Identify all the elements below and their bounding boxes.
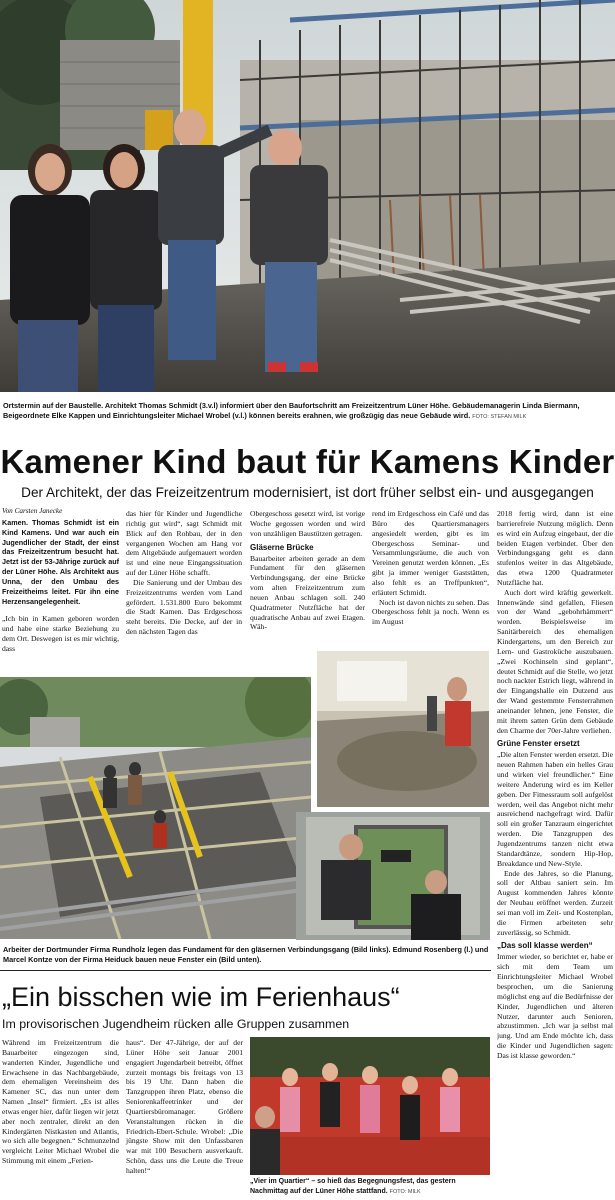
article2-headline: „Ein bisschen wie im Ferienhaus“: [2, 982, 400, 1012]
article1-col4-paragraph-1: rend im Erdgeschoss ein Café und das Büro des Quartiersmanagers angesiedelt werden, gibt es im Obergeschoss Seminar- und Versammlungsräume, die auch von Vereinen genutzt werden können. „Es gibt ja immer weniger Gaststätten, also fehlt es an Treffpunkten“, erläutert Schmidt.: [372, 509, 489, 597]
article1-subheadline: Der Architekt, der das Freizeitzentrum modernisiert, ist dort früher selbst ein- und ausgegangen: [21, 485, 594, 500]
article1-col5-paragraph-5: Immer wieder, so berichtet er, habe er sich mit dem Team um Einrichtungsleiter Michael Wrobel besprochen, um die Sanierung möglichst eng auf die Bedürfnisse der Kinder, Jugendlichen und älteren Nutzer, darunter auch Senioren, abzustimmen. „Ich war ja selbst mal jung. Und am Ende möchte ich, dass die Kinder und Jugendlichen sagen: Das ist klasse geworden.“: [497, 952, 613, 1060]
article1-column-3: [250, 509, 365, 632]
top-photo-caption-text: Ortstermin auf der Baustelle. Architekt Thomas Schmidt (3.v.l) informiert über den Baufortschritt am Freizeitzentrum Lüner Höhe. Gebäudemanagerin Linda Biermann, Beigeordnete Elke Kappen und Einrichtungsleiter Michael Wrobel (v.l.) können bereits erahnen, wie großzügig das neue Gebäude wird.: [3, 401, 580, 420]
article1-col4-paragraph-2: Noch ist davon nichts zu sehen. Das Obergeschoss fehlt ja noch. Wenn es im August: [372, 597, 489, 627]
article1-col3-paragraph-1: Obergeschoss gesetzt wird, ist vorige Woche gegossen worden und wird von unzähligen Baustützen getragen.: [250, 509, 365, 538]
article2-col1-paragraph: Während im Freizeitzentrum die Bauarbeiter eingezogen sind, wanderten Kinder, Jugendliche und Erwachsene in das Nachbargebäude, dem ehemaligen Vereinsheim des Kamener SC, das nun unter dem Namen „Insel“ firmiert. „Es ist alles etwas enger hier, dafür liegen wir jetzt aber noch zentraler, direkt an den Kindergärten Nistkasten und Atlantis, wo sich alle begegnen.“ Schmunzelnd vergleicht Leiter Michael Wrobel die Stimmung mit einem „Ferien-: [2, 1038, 119, 1166]
photo-interior-worker: [317, 651, 489, 807]
article1-column-4: [372, 509, 489, 627]
article1-col2-paragraph-2: Die Sanierung und der Umbau des Freizeitzentrums werden vom Land gefördert. 1.531.800 Euro bekommt die Stadt Kamen. Das Erdgeschoss steht bereits. Die Decke, auf der in den nächsten Tagen das: [126, 577, 242, 637]
article1-col5-paragraph-4: Ende des Jahres, so die Planung, soll der Altbau saniert sein. Im August kommenden Jahres könnte der Neubau eröffnet werden. Zurzeit sei man voll im Zeit- und Kostenplan, die Firmen arbeiteten sehr zuverlässig, so Schmidt.: [497, 868, 613, 937]
article1-subhead-klasse: „Das soll klasse werden“: [497, 941, 593, 951]
article1-column-2: [126, 509, 242, 637]
article1-col2-paragraph-1: das hier für Kinder und Jugendliche richtig gut wird“, sagt Schmidt mit Blick auf den Rohbau, der in den vergangenen Wochen am Hang vor dem Altgebäude aufgemauert worden ist und eine neue Eingangssituation auf der Lüner Höhe schafft.: [126, 509, 242, 578]
article1-col5-paragraph-1: 2018 fertig wird, dann ist eine barrierefreie Nutzung möglich. Denn es wird ein Aufzug eingebaut, der die beiden Etagen verbindet. Über den Verbindungsgang geht es dann stufenlos weiter in das Altgebäude, das etwa 1200 Quadratmeter Nutzfläche hat.: [497, 509, 613, 587]
article1-lead: Kamen. Thomas Schmidt ist ein Kind Kamens. Und war auch ein Jugendlicher der Stadt, der einst das Freizeitzentrum besucht hat. Jetzt ist der 53-Jährige zurück auf der Lüner Höhe. Als Architekt aus Unna, der den Umbau des Freizeitheims leitet. Für ihn eine Herzensangelegenheit.: [2, 517, 119, 606]
article2-subheadline: Im provisorischen Jugendheim rücken alle Gruppen zusammen: [2, 1017, 350, 1031]
article2-col2-paragraph: haus“. Der 47-Jährige, der auf der Lüner Höhe seit Januar 2001 engagiert Jugendarbeit betreibt, öffnet zurzeit montags bis freitags von 13 bis 19 Uhr. Dann haben die Tanzgruppen ihren Platz, ebenso die Seniorenkaffeetrinker und der Quartiersbüromanager. Größere Veranstaltungen rücken in die Friedrich-Ebert-Schule. Wrobel: „Die jüngste Show mit den Unfassbaren war mit 100 Besuchern ausverkauft. Schön, dass uns die Leute die Treue halten!“: [126, 1038, 243, 1175]
mid-photos-caption: Arbeiter der Dortmunder Firma Rundholz legen das Fundament für den gläsernen Verbindungsgang (Bild links). Edmund Rosenberg (l.) und Marcel Kontze von der Firma Heiduck bauen neue Fenster ein (Bild unten).: [3, 945, 489, 964]
article1-byline: Von Carsten Janecke: [2, 507, 63, 515]
article1-headline: Kamener Kind baut für Kamens Kinder: [0, 443, 615, 480]
article1-column-1: [2, 507, 119, 654]
top-photo-caption: [3, 401, 613, 422]
article2-photo-caption: [250, 1177, 490, 1197]
top-photo-credit: FOTO: STEFAN MILK: [472, 414, 527, 420]
article2-column-2: [126, 1038, 243, 1176]
article1-subhead-gruene-fenster: Grüne Fenster ersetzt: [497, 739, 580, 749]
section-divider: [0, 970, 491, 971]
article1-col5-paragraph-3: „Die alten Fenster werden ersetzt. Die neuen Rahmen haben ein helles Grau und wirken viel freundlicher.“ Eine weitere Änderung wird es im Keller geben. Der Fitnessraum soll aufgelöst werden, weil das Angebot nicht mehr ausreichend nachgefragt wird. Dafür soll ein großer Tanzraum eingerichtet werden. Die Tanzgruppen des Jugendzentrums tanzen nicht etwa Standardtänze, sondern Hip-Hop, Breakdance und New-Style.: [497, 750, 613, 868]
article1-col1-paragraph: „Ich bin in Kamen geboren worden und habe eine starke Beziehung zu dem Ort. Deswegen ist es mir wichtig, dass: [2, 614, 119, 653]
article2-column-1: [2, 1038, 119, 1166]
top-photo-construction-site: [0, 0, 615, 392]
article1-col3-paragraph-2: Bauarbeiter arbeiten gerade an dem Fundament für den gläsernen Verbindungsgang, der eine Brücke vom alten Freizeitzentrum zum neuen Anbau schlagen soll. 240 Quadratmeter Nutzfläche hat der quadratische Anbau auf zwei Etagen. Wäh-: [250, 553, 365, 632]
photo-window-installation: [296, 812, 490, 940]
article1-subhead-glaeserne-bruecke: Gläserne Brücke: [250, 542, 314, 552]
article1-col5-paragraph-2: Auch dort wird kräftig gewerkelt. Innenwände sind gefallen, Fliesen von der Wand „gebohrhämmert“ worden. Beispielsweise im Sanitärbereich des ehemaligen Kindergartens, um den Bereich zur Lern- und Gastroküche auszubauen. „Zwei Kochinseln sind geplant“, deutet Schmidt auf die Stelle, wo jetzt noch nackter Estrich liegt, während in der Eingangshalle ein Dutzend aus der Wand gestemmte Fensterrahmen aneinander lehnen, jene Fenster, die mit ihrem satten Grün dem Gebäude den Charme der 70er-Jahre verliehen.: [497, 587, 613, 735]
photo-foundation-workers: [0, 677, 311, 939]
article1-column-5: [497, 509, 613, 1199]
photo-dancing-children: [250, 1037, 490, 1175]
article2-photo-credit: FOTO: MILK: [389, 1188, 421, 1195]
article2-photo-caption-text: „Vier im Quartier“ – so hieß das Begegnungsfest, das gestern Nachmittag auf der Lüner Höhe stattfand.: [250, 1178, 456, 1195]
